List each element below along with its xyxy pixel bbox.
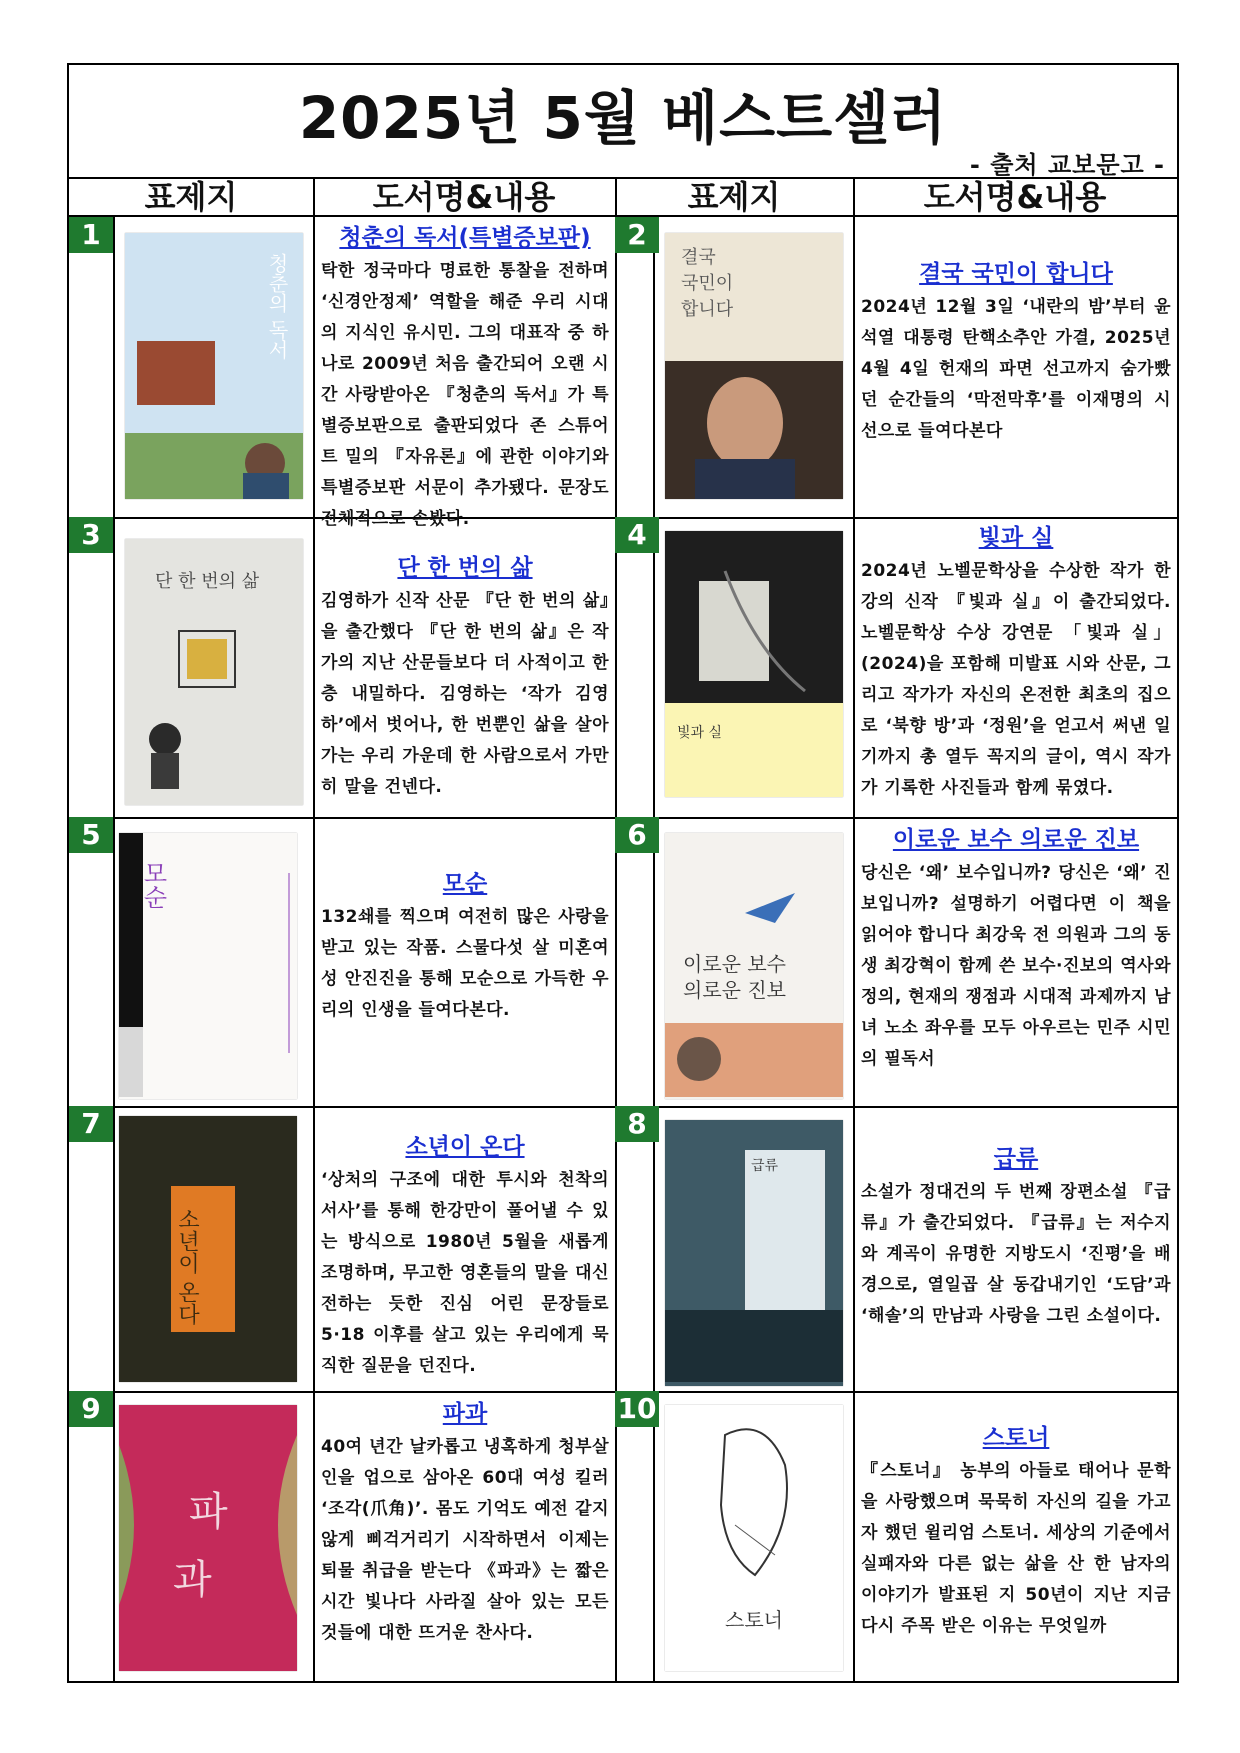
rank-badge: 10: [615, 1391, 659, 1427]
rank-badge: 3: [69, 517, 113, 553]
svg-text:과: 과: [173, 1557, 212, 1603]
book-title[interactable]: 빛과 실: [978, 525, 1054, 551]
book-cover-image: [665, 1120, 843, 1386]
book-description: 40여 년간 날카롭고 냉혹하게 청부살인을 업으로 삼아온 60대 여성 킬러 ‘조각(爪角)’. 몸도 기억도 예전 같지 않게 삐걱거리기 시작하면서 이제는 퇴물 취급을 받는다 《파과》는 짧은 시간 빛나다 사라질 살아 있는 모든 것들에 대한 뜨거운 찬사다.: [321, 1437, 609, 1643]
svg-text:의로운 진보: 의로운 진보: [683, 978, 786, 1002]
book-info: [315, 865, 615, 1105]
header-info-left: 도서명&내용: [313, 177, 615, 217]
header-cover-left: 표제지: [69, 177, 313, 217]
book-description: 132쇄를 찍으며 여전히 많은 사랑을 받고 있는 작품. 스물다섯 살 미혼여성 안진진을 통해 모순으로 가득한 우리의 인생을 들여다본다.: [321, 907, 609, 1020]
cover-illustration: [665, 531, 843, 797]
cover-illustration: [125, 539, 303, 795]
rank-badge: 7: [69, 1106, 113, 1142]
header-info-right: 도서명&내용: [853, 177, 1177, 217]
source-note: - 출처 교보문고 -: [969, 151, 1165, 179]
svg-text:소년이 온다: 소년이 온다: [174, 1208, 200, 1325]
cover-illustration: [665, 833, 843, 1097]
svg-text:모순: 모순: [139, 861, 167, 909]
book-cover-image: [119, 1116, 297, 1382]
book-info: [315, 549, 615, 815]
cover-illustration: [665, 1405, 843, 1669]
book-title[interactable]: 스토너: [982, 1425, 1050, 1451]
rank-badge: 6: [615, 817, 659, 853]
rank-badge: 4: [615, 517, 659, 553]
book-description: 2024년 12월 3일 ‘내란의 밤’부터 윤석열 대통령 탄핵소추안 가결, 2025년 4월 4일 헌재의 파면 선고까지 숨가빴던 순간들의 ‘막전막후’를 이재명의 시선으로 들여다본다: [861, 297, 1171, 441]
grid-line: [653, 217, 655, 1683]
book-info: [315, 219, 615, 529]
book-cover-image: [665, 531, 843, 797]
svg-text:파: 파: [189, 1489, 228, 1535]
book-info: [855, 1419, 1177, 1683]
svg-text:급류: 급류: [751, 1158, 779, 1174]
cover-illustration: [125, 233, 303, 499]
rank-badge: 1: [69, 217, 113, 253]
book-info: [315, 1128, 615, 1390]
svg-text:빛과 실: 빛과 실: [677, 725, 723, 741]
book-description: 『스토너』 농부의 아들로 태어나 문학을 사랑했으며 묵묵히 자신의 길을 가고자 했던 윌리엄 스토너. 세상의 기준에서 실패자와 다른 없는 삶을 산 한 남자의 이야기가 발표된 지 50년이 지난 지금 다시 주목 받은 이유는 무엇일까: [861, 1461, 1171, 1636]
cover-illustration: [119, 1116, 297, 1382]
svg-text:합니다: 합니다: [681, 299, 734, 320]
rank-badge: 2: [615, 217, 659, 253]
book-info: [855, 821, 1177, 1105]
cover-illustration: [119, 833, 297, 1097]
rank-badge: 9: [69, 1391, 113, 1427]
book-info: [855, 1140, 1177, 1390]
grid-line: [615, 177, 617, 1683]
book-cover-image: [125, 233, 303, 499]
svg-text:이로운 보수: 이로운 보수: [683, 952, 786, 976]
svg-text:국민이: 국민이: [681, 273, 734, 294]
title-row: [69, 65, 1177, 179]
book-cover-image: [665, 233, 843, 499]
book-description: 2024년 노벨문학상을 수상한 작가 한강의 신작 『빛과 실』이 출간되었다. 노벨문학상 수상 강연문 「빛과 실」(2024)을 포함해 미발표 시와 산문, 그리고 작가가 자신의 온전한 최초의 집으로 ‘북향 방’과 ‘정원’을 얻고서 써낸 일기까지 총 열두 꼭지의 글이, 역시 작가가 기록한 사진들과 함께 묶였다.: [861, 561, 1171, 798]
book-description: 탁한 정국마다 명료한 통찰을 전하며 ‘신경안정제’ 역할을 해준 우리 시대의 지식인 유시민. 그의 대표작 중 하나로 2009년 처음 출간되어 오랜 시간 사랑받아온 『청춘의 독서』가 특별증보판으로 출판되었다 존 스튜어트 밀의 『자유론』에 관한 이야기와 특별증보판 서문이 추가됐다. 문장도 전체적으로 손봤다.: [321, 261, 609, 529]
book-title[interactable]: 모순: [442, 871, 488, 897]
book-cover-image: [125, 539, 303, 805]
svg-text:청춘의 독서: 청춘의 독서: [265, 253, 289, 360]
book-description: 소설가 정대건의 두 번째 장편소설 『급류』가 출간되었다. 『급류』는 저수지와 계곡이 유명한 지방도시 ‘진평’을 배경으로, 열일곱 살 동갑내기인 ‘도담’과 ‘해솔’의 만남과 사랑을 그린 소설이다.: [861, 1182, 1171, 1326]
page-title: 2025년 5월 베스트셀러: [298, 84, 948, 152]
svg-text:결국: 결국: [681, 247, 716, 268]
book-cover-image: [119, 1405, 297, 1671]
svg-text:단 한 번의 삶: 단 한 번의 삶: [155, 571, 260, 592]
book-title[interactable]: 급류: [993, 1146, 1039, 1172]
rank-badge: 5: [69, 817, 113, 853]
book-info: [855, 255, 1177, 515]
rank-badge: 8: [615, 1106, 659, 1142]
book-title[interactable]: 결국 국민이 합니다: [919, 261, 1113, 287]
book-description: 김영하가 신작 산문 『단 한 번의 삶』을 출간했다 『단 한 번의 삶』은 작가의 지난 산문들보다 더 사적이고 한층 내밀하다. 김영하는 ‘작가 김영하’에서 벗어나, 한 번뿐인 삶을 살아가는 우리 가운데 한 사람으로서 가만히 말을 건넨다.: [321, 591, 609, 797]
book-cover-image: [665, 833, 843, 1099]
book-title[interactable]: 단 한 번의 삶: [397, 555, 533, 581]
book-title[interactable]: 소년이 온다: [405, 1134, 525, 1160]
book-info: [855, 519, 1177, 815]
bestseller-sheet: [67, 63, 1179, 1683]
book-cover-image: [119, 833, 297, 1099]
book-title[interactable]: 파과: [442, 1401, 488, 1427]
cover-illustration: [119, 1405, 297, 1669]
book-title[interactable]: 청춘의 독서(특별증보판): [339, 225, 591, 251]
cover-illustration: [665, 233, 843, 499]
header-cover-right: 표제지: [615, 177, 853, 217]
cover-illustration: [665, 1120, 843, 1382]
book-cover-image: [665, 1405, 843, 1671]
svg-text:스토너: 스토너: [725, 1608, 783, 1632]
grid-line: [113, 217, 115, 1683]
book-description: ‘상처의 구조에 대한 투시와 천착의 서사’를 통해 한강만이 풀어낼 수 있는 방식으로 1980년 5월을 새롭게 조명하며, 무고한 영혼들의 말을 대신 전하는 듯한 진심 어린 문장들로 5·18 이후를 살고 있는 우리에게 묵직한 질문을 던진다.: [321, 1170, 609, 1376]
book-title[interactable]: 이로운 보수 의로운 진보: [892, 827, 1140, 853]
book-description: 당신은 ‘왜’ 보수입니까? 당신은 ‘왜’ 진보입니까? 설명하기 어렵다면 이 책을 읽어야 합니다 최강욱 전 의원과 그의 동생 최강혁이 함께 쓴 보수·진보의 역사와 정의, 현재의 쟁점과 시대적 과제까지 남녀 노소 좌우를 모두 아우르는 민주 시민의 필독서: [861, 863, 1171, 1069]
book-info: [315, 1395, 615, 1683]
